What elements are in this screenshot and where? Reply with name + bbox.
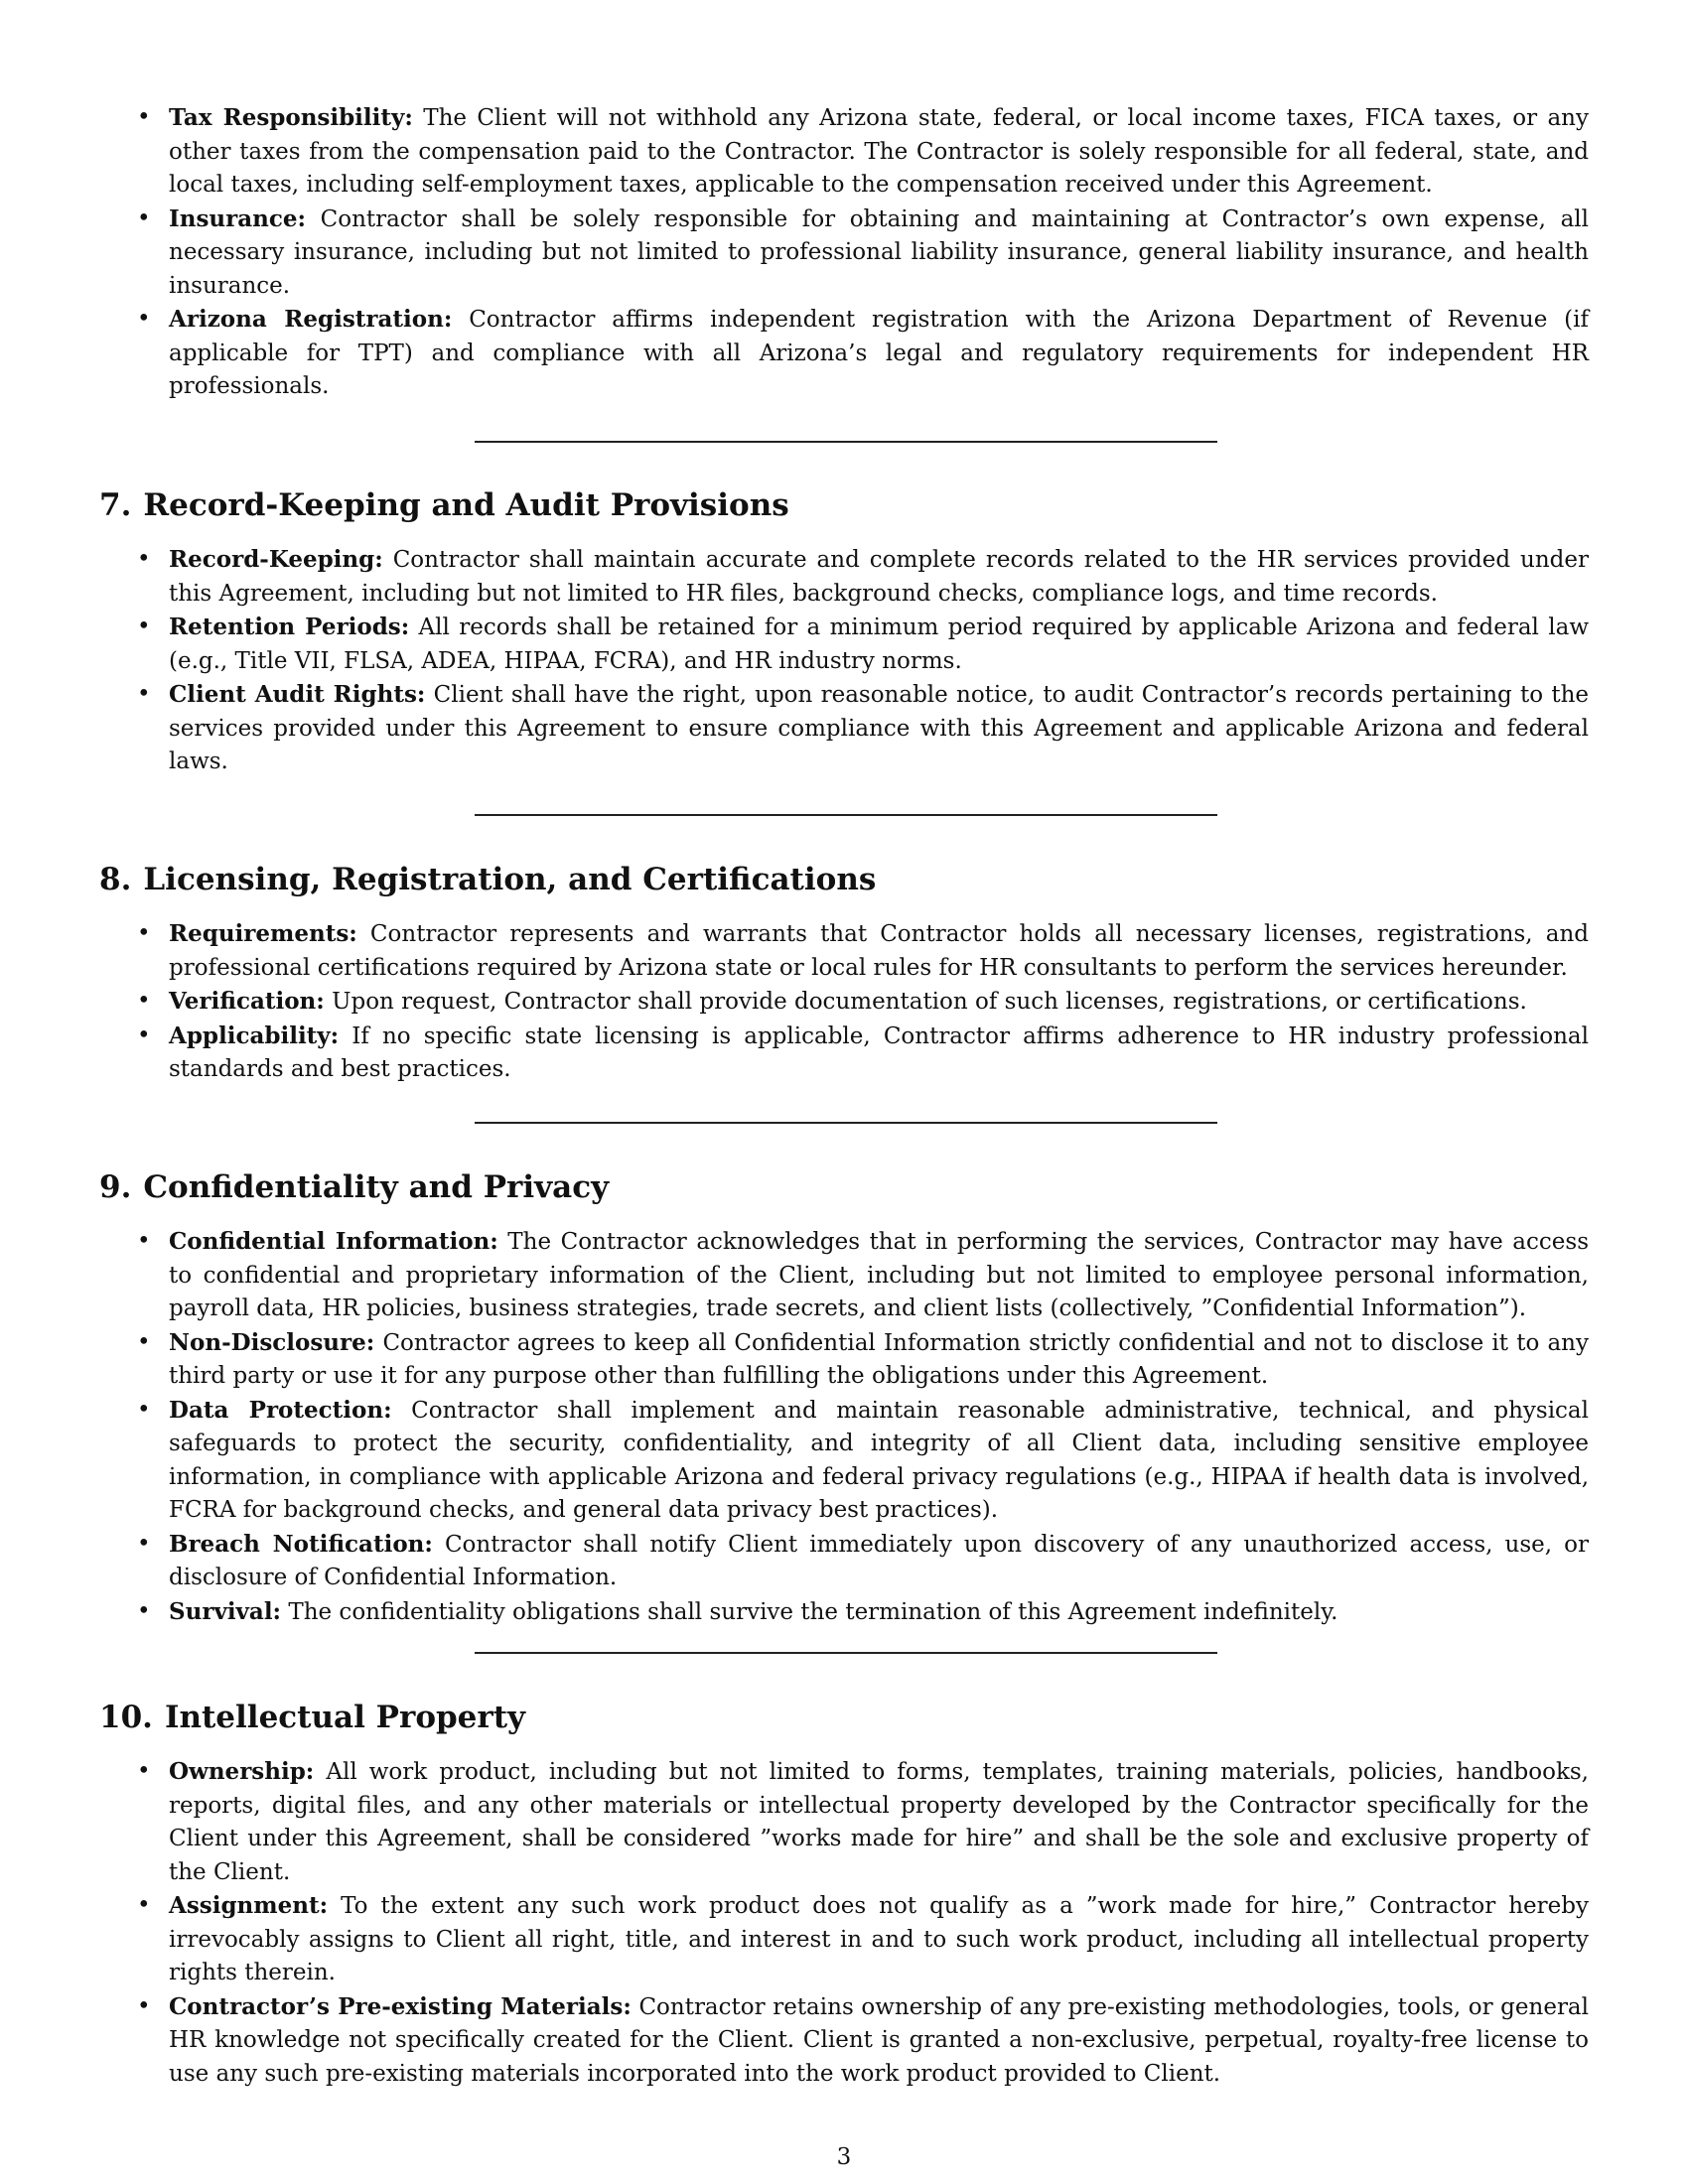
section-title: Record-Keeping and Audit Provisions [143, 487, 789, 523]
section-title: Intellectual Property [164, 1700, 526, 1735]
tax-section [99, 101, 1589, 404]
item-text: Contractor affirms independent registration with the Arizona Department of Revenue (if applicable for TPT) and compliance with all Arizona’s legal and regulatory requirements for independent HR professionals. [169, 307, 1589, 399]
item-text: Contractor shall maintain accurate and complete records related to the HR services provided under this Agreement, including but not limited to HR files, background checks, compliance logs, and time records. [169, 547, 1589, 607]
list-item [99, 543, 1589, 611]
bullet-icon: • [137, 1758, 151, 1784]
item-text: Contractor shall be solely responsible for obtaining and maintaining at Contractor’s own expense, all necessary insurance, including but not limited to professional liability insurance, general liability insurance, and health insurance. [169, 205, 1589, 299]
item-label: Assignment: [169, 1892, 329, 1919]
list-item [99, 1394, 1589, 1528]
item-text: Client shall have the right, upon reasonable notice, to audit Contractor’s records pertaining to the services provided under this Agreement to ensure compliance with this Agreement and applicable Arizona and federal laws. [169, 682, 1589, 774]
page-number: 3 [836, 2144, 852, 2170]
list-item [99, 1889, 1589, 1990]
item-label: Tax Responsibility: [169, 104, 413, 131]
section-10-list [99, 1755, 1589, 2091]
list-item [99, 1528, 1589, 1595]
item-text: Contractor retains ownership of any pre-existing methodologies, tools, or general HR knowledge not specifically created for the Client. Client is granted a non-exclusive, perpetual, royalty-free license to use any such pre-existing materials incorporated into the work product provided to Client. [169, 1993, 1590, 2087]
section-9-body [99, 1225, 1589, 1629]
item-label: Verification: [169, 988, 325, 1015]
item-label: Data Protection: [169, 1396, 392, 1424]
item-label: Applicability: [169, 1022, 340, 1049]
item-text: If no specific state licensing is applicable, Contractor affirms adherence to HR industry professional standards and best practices. [169, 1023, 1589, 1082]
list-item [99, 917, 1589, 985]
item-text: Contractor shall implement and maintain reasonable administrative, technical, and physical safeguards to protect the security, confidentiality, and integrity of all Client data, including sensitive employee information, in compliance with applicable Arizona and federal privacy regulations (e.g., HIPAA if health data is involved, FCRA for background checks, and general data privacy best practices). [169, 1397, 1589, 1523]
item-label: Confidential Information: [169, 1228, 498, 1255]
section-divider [475, 814, 1217, 816]
bullet-icon: • [137, 1396, 151, 1423]
list-item [99, 303, 1589, 404]
item-label: Ownership: [169, 1758, 315, 1785]
bullet-icon: • [137, 1530, 151, 1557]
list-item [99, 678, 1589, 779]
bullet-icon: • [137, 306, 151, 332]
bullet-icon: • [137, 681, 151, 707]
section-9-heading [99, 1167, 609, 1207]
section-7-body [99, 543, 1589, 779]
item-label: Breach Notification: [169, 1530, 433, 1558]
item-text: The confidentiality obligations shall survive the termination of this Agreement indefinitely. [281, 1598, 1338, 1625]
bullet-icon: • [137, 1892, 151, 1918]
list-item [99, 203, 1589, 304]
list-item [99, 1755, 1589, 1889]
list-item [99, 1990, 1589, 2092]
section-number: 8. [99, 862, 132, 897]
section-8-list [99, 917, 1589, 1087]
item-text: All records shall be retained for a minimum period required by applicable Arizona and federal law (e.g., Title VII, FLSA, ADEA, HIPAA, FCRA), and HR industry norms. [169, 614, 1590, 674]
section-7-heading [99, 485, 789, 525]
bullet-icon: • [137, 1228, 151, 1254]
list-item [99, 1225, 1589, 1326]
item-text: Upon request, Contractor shall provide documentation of such licenses, registrations, or certifications. [324, 989, 1527, 1015]
item-text: The Client will not withhold any Arizona state, federal, or local income taxes, FICA taxes, or any other taxes from the compensation paid to the Contractor. The Contractor is solely responsible for all federal, state, and local taxes, including self-employment taxes, applicable to the compensation received under this Agreement. [169, 105, 1589, 198]
list-item [99, 1326, 1589, 1394]
item-text: Contractor shall notify Client immediately upon discovery of any unauthorized access, use, or disclosure of Confidential Information. [169, 1531, 1589, 1590]
section-8-heading [99, 860, 876, 899]
list-item [99, 1020, 1589, 1087]
section-7-list [99, 543, 1589, 779]
item-label: Record-Keeping: [169, 546, 383, 573]
bullet-icon: • [137, 205, 151, 231]
section-number: 9. [99, 1169, 132, 1205]
section-divider [475, 441, 1217, 443]
item-text: Contractor agrees to keep all Confidential Information strictly confidential and not to disclose it to any third party or use it for any purpose other than fulfilling the obligations under this Agreement. [169, 1329, 1589, 1389]
list-item [99, 611, 1589, 678]
bullet-icon: • [137, 1328, 151, 1355]
bullet-icon: • [137, 1022, 151, 1048]
tax-list [99, 101, 1589, 404]
bullet-icon: • [137, 104, 151, 130]
bullet-icon: • [137, 988, 151, 1014]
item-label: Requirements: [169, 920, 357, 947]
list-item [99, 101, 1589, 203]
section-9-list [99, 1225, 1589, 1629]
item-label: Arizona Registration: [169, 306, 453, 333]
list-item [99, 985, 1589, 1020]
section-number: 10. [99, 1700, 153, 1735]
item-label: Non-Disclosure: [169, 1328, 375, 1356]
section-10-heading [99, 1698, 525, 1737]
section-title: Licensing, Registration, and Certifications [143, 862, 877, 897]
section-10-body [99, 1755, 1589, 2091]
bullet-icon: • [137, 1597, 151, 1624]
bullet-icon: • [137, 614, 151, 639]
bullet-icon: • [137, 920, 151, 946]
item-label: Survival: [169, 1597, 282, 1625]
item-label: Insurance: [169, 205, 307, 232]
item-text: Contractor represents and warrants that Contractor holds all necessary licenses, registrations, and professional certifications required by Arizona state or local rules for HR consultants to perform the services hereunder. [169, 921, 1589, 981]
bullet-icon: • [137, 1992, 151, 2019]
section-8-body [99, 917, 1589, 1087]
item-text: To the extent any such work product does not qualify as a ”work made for hire,” Contractor hereby irrevocably assigns to Client all right, title, and interest in and to such work product, including all intellectual property rights therein. [169, 1893, 1589, 1985]
section-divider [475, 1122, 1217, 1124]
item-label: Contractor’s Pre-existing Materials: [169, 1992, 632, 2020]
section-divider [475, 1652, 1217, 1654]
item-text: All work product, including but not limited to forms, templates, training materials, policies, handbooks, reports, digital files, and any other materials or intellectual property developed by the Contractor specifically for the Client under this Agreement, shall be considered ”works made for hire” and shall be the sole and exclusive property of the Client. [169, 1759, 1589, 1885]
section-title: Confidentiality and Privacy [143, 1169, 610, 1205]
bullet-icon: • [137, 546, 151, 572]
list-item [99, 1595, 1589, 1630]
item-label: Retention Periods: [169, 614, 410, 640]
item-label: Client Audit Rights: [169, 681, 426, 708]
section-number: 7. [99, 487, 132, 523]
item-text: The Contractor acknowledges that in performing the services, Contractor may have access to confidential and proprietary information of the Client, including but not limited to employee personal information, payroll data, HR policies, business strategies, trade secrets, and client lists (collectively, ”Confidential Information”). [169, 1229, 1589, 1321]
